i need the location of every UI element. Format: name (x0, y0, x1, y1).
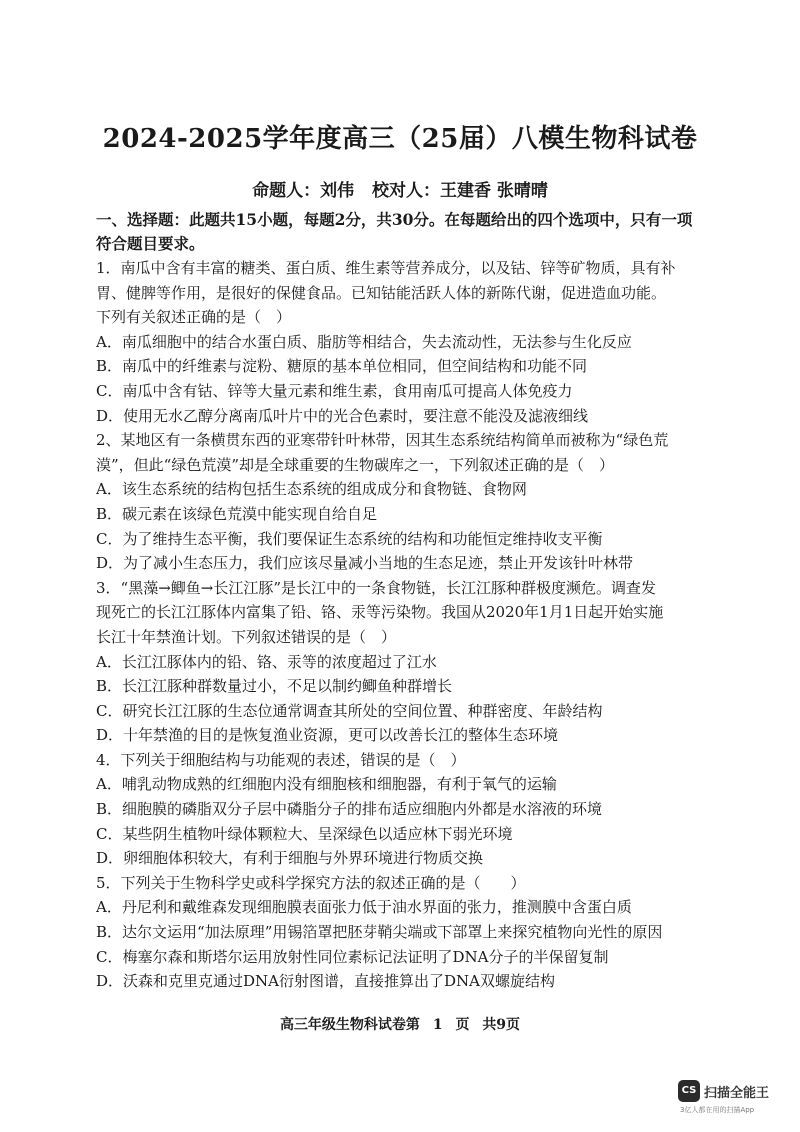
option-line: D．沃森和克里克通过DNA衍射图谱，直接推算出了DNA双螺旋结构 (96, 972, 555, 991)
footer-page-word: 页 (455, 1017, 470, 1033)
text-line: 4．下列关于细胞结构与功能观的表述，错误的是（ ） (96, 750, 466, 769)
camscanner-logo-icon: CS (678, 1080, 700, 1102)
option-line: A．南瓜细胞中的结合水蛋白质、脂肪等相结合，失去流动性，无法参与生化反应 (96, 332, 632, 351)
option-line: D．为了减小生态压力，我们应该尽量减小当地的生态足迹，禁止开发该针叶林带 (96, 554, 634, 573)
option-line: B．长江江豚种群数量过小，不足以制约鲫鱼种群增长 (96, 677, 453, 696)
reviewer-label: 校对人：王建香 张晴晴 (372, 181, 548, 201)
option-line: C．某些阴生植物叶绿体颗粒大、呈深绿色以适应林下弱光环境 (96, 824, 513, 843)
watermark-name: 扫描全能王 (704, 1086, 770, 1101)
text-line: 现死亡的长江江豚体内富集了铅、铬、汞等污染物。我国从2020年1月1日起开始实施 (96, 603, 664, 622)
text-line: 漠”，但此“绿色荒漠”却是全球重要的生物碳库之一，下列叙述正确的是（ ） (96, 455, 615, 474)
section-heading: 一、选择题：此题共15小题，每题2分，共30分。在每题给出的四个选项中，只有一项符合题目要求。 (96, 210, 693, 253)
watermark-tagline: 3亿人都在用的扫描App (680, 1106, 755, 1114)
option-line: A．长江江豚体内的铅、铬、汞等的浓度超过了江水 (96, 652, 437, 671)
option-line: D．使用无水乙醇分离南瓜叶片中的光合色素时，要注意不能没及滤液细线 (96, 406, 589, 425)
text-line: 5．下列关于生物科学史或科学探究方法的叙述正确的是（ ） (96, 873, 526, 892)
option-line: D．卵细胞体积较大，有利于细胞与外界环境进行物质交换 (96, 849, 484, 868)
option-line: B．南瓜中的纤维素与淀粉、糖原的基本单位相同，但空间结构和功能不同 (96, 357, 588, 376)
option-line: A．哺乳动物成熟的红细胞内没有细胞核和细胞器，有利于氧气的运输 (96, 775, 557, 794)
option-line: C．研究长江江豚的生态位通常调查其所处的空间位置、种群密度、年龄结构 (96, 701, 603, 720)
footer-page-number: 1 (432, 1017, 443, 1033)
text-line: 2、某地区有一条横贯东西的亚寒带针叶林带，因其生态系统结构简单而被称为“绿色荒 (96, 431, 669, 450)
footer-label: 高三年级生物科试卷第 (279, 1017, 420, 1033)
option-line: C．南瓜中含有钴、锌等大量元素和维生素，食用南瓜可提高人体免疫力 (96, 381, 573, 400)
page-title: 2024-2025学年度高三（25届）八模生物科试卷 (102, 124, 698, 154)
option-line: D．十年禁渔的目的是恢复渔业资源，更可以改善长江的整体生态环境 (96, 726, 559, 745)
option-line: C．为了维持生态平衡，我们要保证生态系统的结构和功能恒定维持收支平衡 (96, 529, 603, 548)
text-line: 1．南瓜中含有丰富的糖类、蛋白质、维生素等营养成分，以及钴、锌等矿物质，具有补 (96, 259, 676, 277)
option-line: B．细胞膜的磷脂双分子层中磷脂分子的排布适应细胞内外都是水溶液的环境 (96, 800, 603, 819)
option-line: A．丹尼利和戴维森发现细胞膜表面张力低于油水界面的张力，推测膜中含蛋白质 (96, 898, 632, 917)
author-label: 命题人：刘伟 (252, 181, 355, 201)
footer-total: 共9页 (482, 1017, 521, 1033)
text-line: 长江十年禁渔计划。下列叙述错误的是（ ） (96, 627, 397, 646)
option-line: A．该生态系统的结构包括生态系统的组成成分和食物链、食物网 (96, 480, 527, 499)
text-line: 胃、健脾等作用，是很好的保健食品。已知钴能活跃人体的新陈代谢，促进造血功能。 (96, 283, 667, 302)
option-line: B．碳元素在该绿色荒漠中能实现自给自足 (96, 504, 378, 523)
authors-line (0, 176, 800, 201)
option-line: C．梅塞尔森和斯塔尔运用放射性同位素标记法证明了DNA分子的半保留复制 (96, 947, 609, 966)
page-footer (0, 1014, 800, 1034)
option-line: B．达尔文运用“加法原理”用锡箔罩把胚芽鞘尖端或下部罩上来探究植物向光性的原因 (96, 923, 663, 942)
scanner-watermark (678, 1080, 788, 1118)
question-body (96, 256, 706, 994)
text-line: 3．“黑藻→鲫鱼→长江江豚”是长江中的一条食物链，长江江豚种群极度濒危。调查发 (96, 578, 657, 597)
text-line: 下列有关叙述正确的是（ ） (96, 308, 292, 327)
